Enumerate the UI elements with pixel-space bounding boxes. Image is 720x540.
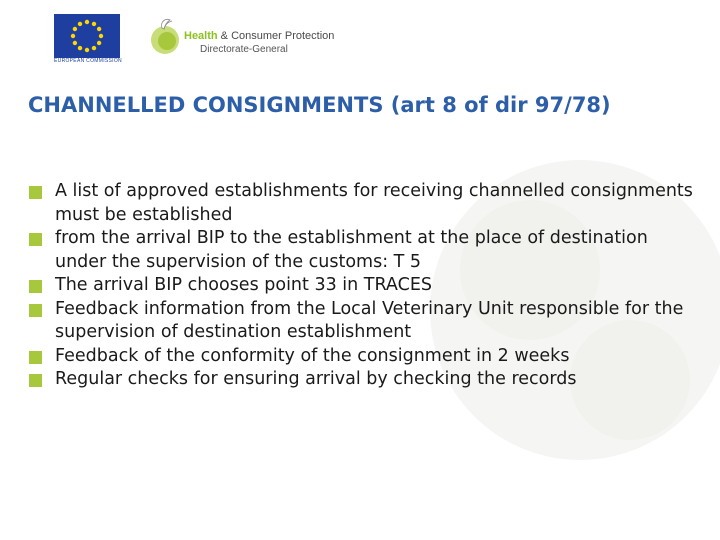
slide-title: CHANNELLED CONSIGNMENTS (art 8 of dir 97/78)	[28, 93, 611, 117]
slide-header	[0, 0, 720, 80]
bullet-list	[26, 180, 698, 392]
bullet-text: Feedback of the conformity of the consignment in 2 weeks	[55, 345, 570, 366]
bullet-square-icon	[29, 304, 42, 317]
dg-logo-subtitle: Directorate-General	[200, 44, 288, 55]
bullet-text: Regular checks for ensuring arrival by checking the records	[55, 369, 577, 389]
bullet-text: The arrival BIP chooses point 33 in TRACES	[55, 275, 432, 295]
list-item	[26, 345, 698, 369]
eu-logo-caption: EUROPEAN COMMISSION	[54, 58, 122, 64]
bullet-text: from the arrival BIP to the establishment at the place of destination under the supervision of the customs: T 5	[55, 228, 648, 272]
eu-flag-icon	[54, 14, 120, 58]
bullet-square-icon	[29, 374, 42, 387]
bullet-square-icon	[29, 351, 42, 364]
list-item	[26, 368, 698, 392]
bullet-text: Feedback information from the Local Veterinary Unit responsible for the supervision of destination establishment	[55, 298, 684, 342]
bullet-square-icon	[29, 280, 42, 293]
dg-logo-title-highlight: Health	[184, 30, 218, 42]
eu-stars-icon	[54, 14, 120, 58]
list-item	[26, 274, 698, 298]
list-item	[26, 180, 698, 227]
list-item	[26, 298, 698, 345]
health-consumer-emblem-icon	[148, 16, 182, 56]
list-item	[26, 227, 698, 274]
bullet-square-icon	[29, 233, 42, 246]
bullet-square-icon	[29, 186, 42, 199]
dg-logo-title-rest: & Consumer Protection	[217, 30, 335, 42]
dg-logo-title	[184, 30, 334, 42]
bullet-text: A list of approved establishments for receiving channelled consignments must be established	[55, 181, 693, 225]
